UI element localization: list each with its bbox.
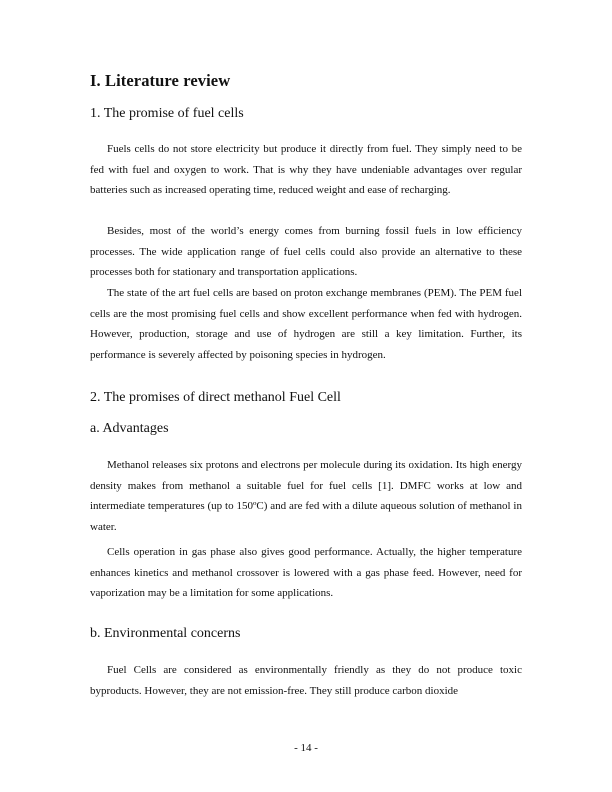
paragraph-3: The state of the art fuel cells are based on proton exchange membranes (PEM). The PEM fuel cells are the most promising fuel cells and show excellent performance when fed with hydrogen. However, production, storage and use of hydrogen are still a key limitation. Further, its performance is severely affected by poisoning species in hydrogen. [90,287,522,361]
paragraph-6: Fuel Cells are considered as environmentally friendly as they do not produce toxic byproducts. However, they are not emission-free. They still produce carbon dioxide [90,664,522,697]
chapter-title: I. Literature review [90,71,231,90]
paragraph-1: Fuels cells do not store electricity but produce it directly from fuel. They simply need to be fed with fuel and oxygen to work. That is why they have undeniable advantages over regular batteries such as increased operating time, reduced weight and ease of recharging. [90,143,522,197]
subsection-heading-environmental: b. Environmental concerns [90,626,241,641]
subsection-heading-advantages: a. Advantages [90,421,169,436]
paragraph-5: Cells operation in gas phase also gives good performance. Actually, the higher temperature enhances kinetics and methanol crossover is lowered with a gas phase feed. However, need for vaporization may be a limitation for some applications. [90,546,522,600]
paragraph-4: Methanol releases six protons and electrons per molecule during its oxidation. Its high energy density makes from methanol a suitable fuel for fuel cells [1]. DMFC works at low and intermediate temperatures (up to 150ºC) and are fed with a dilute aqueous solution of methanol in water. [90,459,522,533]
section-heading-2: 2. The promises of direct methanol Fuel Cell [90,390,341,405]
page-number: - 14 - [294,742,318,754]
section-heading-1: 1. The promise of fuel cells [90,106,244,121]
paragraph-2: Besides, most of the world’s energy comes from burning fossil fuels in low efficiency processes. The wide application range of fuel cells could also provide an alternative to these processes both for stationary and transportation applications. [90,225,522,279]
